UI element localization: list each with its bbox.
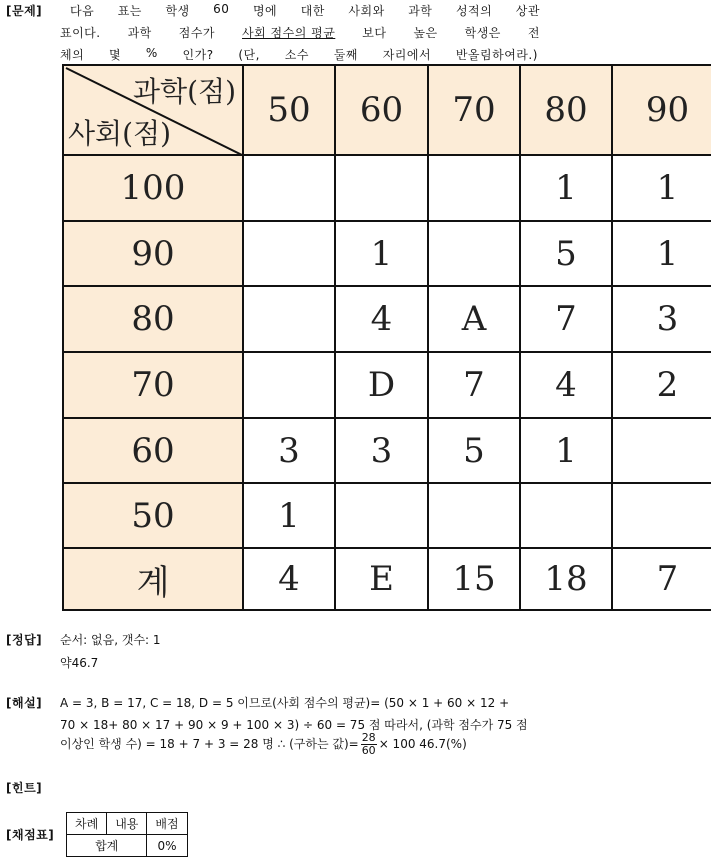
hint-label: [힌트]: [6, 781, 43, 795]
question-word: 대한: [300, 4, 325, 18]
question-word: 점수가: [178, 26, 216, 40]
question-word: 소수: [284, 48, 309, 62]
table-cell: 1: [611, 220, 711, 285]
question-word: 60: [213, 2, 230, 16]
solution-label: [해설]: [6, 696, 43, 710]
table-cell: [242, 154, 334, 220]
row-header: 100: [62, 154, 242, 220]
row-header: 90: [62, 220, 242, 285]
solution-line-1: A = 3, B = 17, C = 18, D = 5 이므로(사회 점수의 평균)= (50 × 1 + 60 × 12 +: [60, 696, 510, 710]
table-cell: [611, 417, 711, 482]
fraction-denominator: 60: [361, 744, 376, 757]
table-cell: 1: [611, 154, 711, 220]
table-cell: 7: [519, 285, 611, 351]
table-cell: [334, 154, 427, 220]
column-header: 50: [242, 64, 334, 154]
table-cell: 4: [242, 547, 334, 611]
question-word: 전: [527, 26, 540, 40]
table-cell: 1: [242, 482, 334, 547]
question-word: 자리에서: [382, 48, 432, 62]
question-word: 보다: [362, 26, 387, 40]
question-word: 체의: [60, 48, 85, 62]
table-cell: 15: [427, 547, 519, 611]
table-cell: [519, 482, 611, 547]
table-cell: 3: [334, 417, 427, 482]
table-cell: [427, 220, 519, 285]
table-cell: 3: [242, 417, 334, 482]
table-cell: 18: [519, 547, 611, 611]
rubric-header-order: 차례: [67, 813, 107, 835]
column-header: 60: [334, 64, 427, 154]
rubric-total-label: 합계: [67, 835, 147, 857]
table-cell: [242, 220, 334, 285]
question-word: 다음: [70, 4, 95, 18]
question-word: 상관: [515, 4, 540, 18]
table-cell: 5: [427, 417, 519, 482]
column-header: 90: [611, 64, 711, 154]
question-line-2: [60, 24, 540, 41]
correlation-table: [62, 64, 711, 611]
question-underlined-phrase: 사회 점수의 평균: [242, 26, 336, 40]
table-cell: 4: [519, 351, 611, 417]
row-header: 60: [62, 417, 242, 482]
question-line-3: [60, 46, 538, 63]
table-cell: [427, 154, 519, 220]
question-word: 표는: [117, 4, 142, 18]
answer-line-2: 약46.7: [60, 656, 99, 670]
column-header: 70: [427, 64, 519, 154]
solution-fraction: [361, 732, 377, 757]
row-header: 50: [62, 482, 242, 547]
corner-column-title: 과학(점): [133, 75, 236, 108]
fraction-numerator: 28: [361, 731, 376, 744]
table-cell: 1: [519, 154, 611, 220]
question-word: 몇: [108, 48, 122, 62]
table-cell: 1: [334, 220, 427, 285]
question-word: 명에: [252, 4, 278, 18]
question-word: 성적의: [455, 4, 493, 18]
row-header: 계: [62, 547, 242, 611]
table-cell: A: [427, 285, 519, 351]
row-header: 70: [62, 351, 242, 417]
question-word: 학생은: [464, 26, 501, 40]
rubric-header-points: 배점: [147, 813, 187, 835]
question-word: 학생: [165, 4, 190, 18]
table-cell: E: [334, 547, 427, 611]
table-cell: 4: [334, 285, 427, 351]
table-cell: [427, 482, 519, 547]
table-cell: D: [334, 351, 427, 417]
corner-row-title: 사회(점): [68, 117, 171, 150]
answer-label: [정답]: [6, 633, 43, 647]
answer-line-1: 순서: 없음, 갯수: 1: [60, 633, 161, 647]
table-cell: [334, 482, 427, 547]
question-word: 둘째: [333, 48, 358, 62]
rubric-label: [채점표]: [6, 828, 55, 842]
table-cell: 7: [611, 547, 711, 611]
table-cell: 5: [519, 220, 611, 285]
question-word: 인가?: [182, 48, 214, 62]
question-word: (단,: [238, 48, 260, 62]
solution-line-2: 70 × 18+ 80 × 17 + 90 × 9 + 100 × 3) ÷ 60 = 75 점 따라서, (과학 점수가 75 점: [60, 718, 528, 732]
table-cell: 3: [611, 285, 711, 351]
table-cell: 7: [427, 351, 519, 417]
table-cell: 1: [519, 417, 611, 482]
question-word: %: [145, 46, 158, 60]
row-header: 80: [62, 285, 242, 351]
question-word: 표이다.: [60, 26, 101, 40]
solution-line-3-start: 이상인 학생 수) = 18 + 7 + 3 = 28 명 ∴ (구하는 값)=: [60, 737, 359, 751]
question-word: 과학: [127, 26, 152, 40]
solution-line-3-end: × 100 46.7(%): [378, 737, 467, 751]
rubric-total-value: 0%: [147, 835, 187, 857]
rubric-table: [66, 812, 188, 857]
table-cell: [242, 351, 334, 417]
table-corner-header: [62, 64, 242, 154]
problem-label: [문제]: [6, 4, 43, 18]
question-word: 반올림하여라.): [455, 48, 538, 62]
question-word: 과학: [408, 4, 433, 18]
table-cell: [242, 285, 334, 351]
solution-line-3: [60, 732, 467, 757]
question-line-1: [70, 2, 540, 19]
rubric-header-content: 내용: [107, 813, 147, 835]
table-cell: 2: [611, 351, 711, 417]
column-header: 80: [519, 64, 611, 154]
question-word: 사회와: [348, 4, 385, 18]
table-cell: [611, 482, 711, 547]
question-word: 높은: [413, 26, 438, 40]
